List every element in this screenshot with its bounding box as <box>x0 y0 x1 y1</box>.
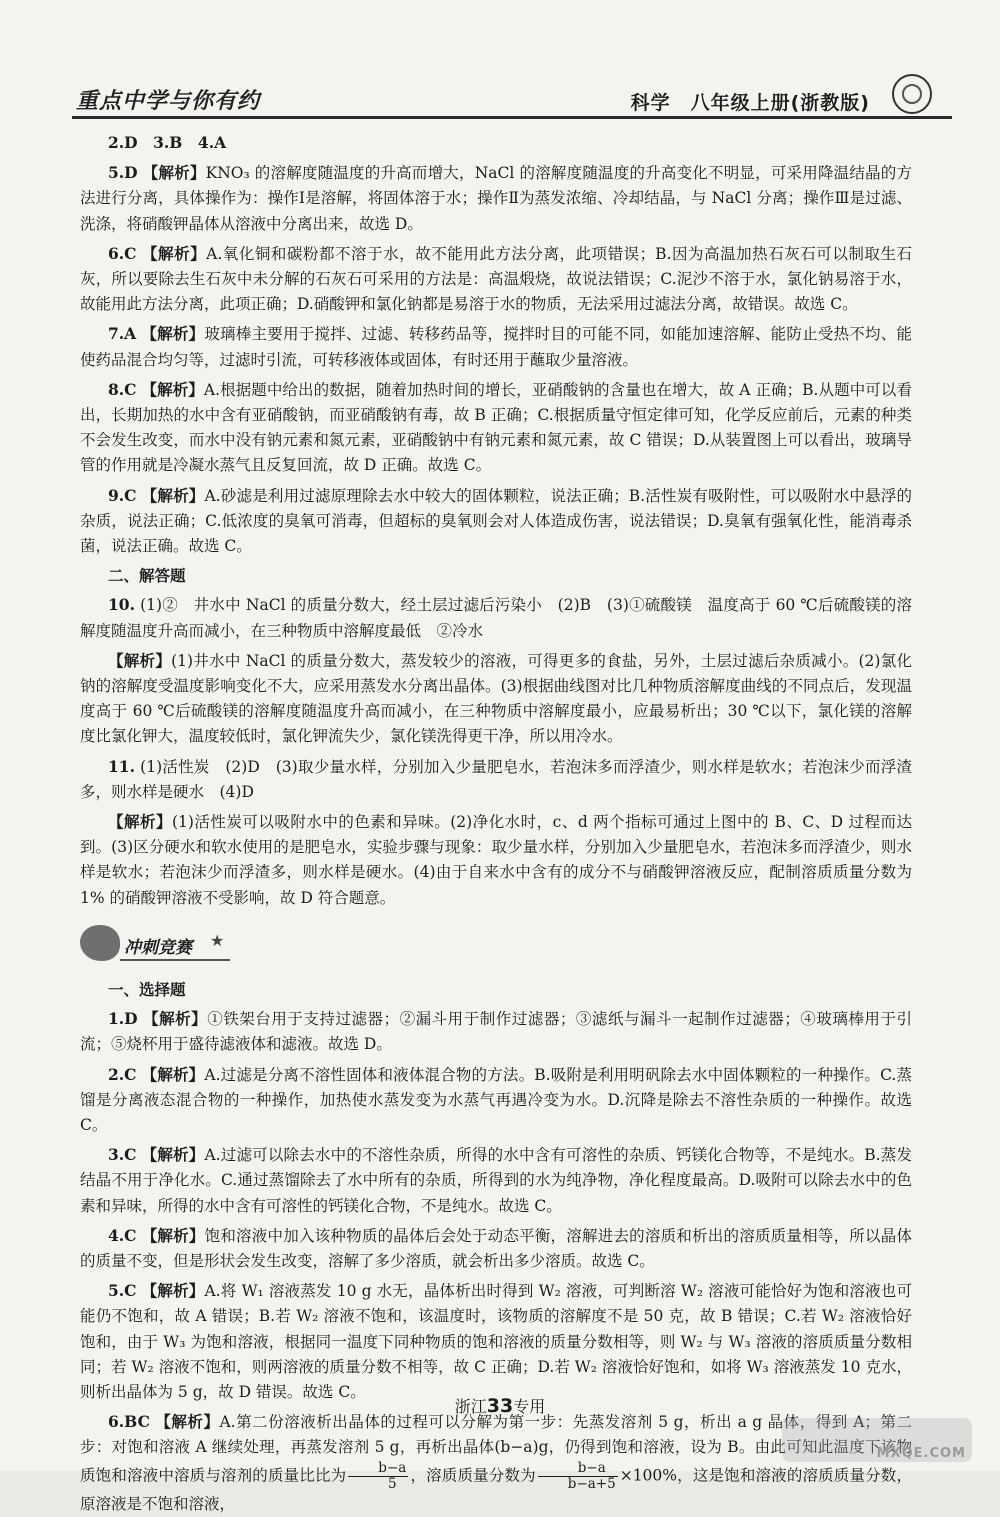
seal-icon <box>892 74 932 114</box>
item-text-a: A.第二份溶液析出晶体的过程可以分解为第一步：先蒸发溶剂 5 g，析出 a g 晶体，得到 A；第二步：对饱和溶液 A 继续处理，再蒸发溶剂 5 g，再析出晶体(b−a)g，仍得到饱和溶液，设为 B。由此可知此温度下该物质饱和溶液中溶质与溶剂的质量比比为 <box>80 1413 912 1485</box>
fraction-2-denominator: b−a+5 <box>567 1475 616 1492</box>
answer-item <box>80 1223 912 1274</box>
item-number: 2.C <box>108 1064 137 1084</box>
answer-item <box>80 1006 912 1057</box>
fraction-1-denominator: 5 <box>388 1475 397 1492</box>
header-rule <box>72 116 952 119</box>
fraction-2-numerator: b−a <box>538 1461 618 1477</box>
analysis-tag: 【解析】 <box>108 650 172 670</box>
analysis-tag: 【解析】 <box>141 1281 205 1301</box>
analysis-tag: 【解析】 <box>141 379 204 399</box>
footer-suffix: 专用 <box>513 1397 546 1416</box>
item-text: A.过滤可以除去水中的不溶性杂质，所得的水中含有可溶性的杂质、钙镁化合物等，不是纯水。B.蒸发结晶不用于净化水。C.通过蒸馏除去了水中所有的杂质，所得到的水为纯净物，净化程度最高。D.吸附可以除去水中的色素和异味，所得的水中含有可溶性的钙镁化合物，不是纯水。故选 C。 <box>80 1146 912 1215</box>
star-icon: ★ <box>210 930 225 950</box>
analysis-tag: 【解析】 <box>141 1064 205 1084</box>
section-heading-answer: 二、解答题 <box>108 566 186 586</box>
answer-item <box>80 754 912 805</box>
item-text: (1)活性炭 (2)D (3)取少量水样，分别加入少量肥皂水，若泡沫多而浮渣少，则水样是软水；若泡沫少而浮渣多，则水样是硬水 (4)D <box>80 757 912 801</box>
fraction-2 <box>538 1461 618 1492</box>
answer-question-list <box>80 592 912 910</box>
item-text: A.砂滤是利用过滤原理除去水中较大的固体颗粒，说法正确；B.活性炭有吸附性，可以吸附水中悬浮的杂质，说法正确；C.低浓度的臭氧可消毒，但超标的臭氧则会对人体造成伤害，说法错误；D.臭氧有强氧化性，能消毒杀菌，说法正确。故选 C。 <box>80 486 912 556</box>
item-text-b: ，溶质质量分数为 <box>410 1466 536 1485</box>
analysis-tag: 【解析】 <box>108 812 172 832</box>
fraction-1-numerator: b−a <box>348 1461 408 1477</box>
answer-item <box>80 483 912 560</box>
answer-item <box>80 241 912 318</box>
page-content <box>80 126 912 1517</box>
item-text: A.根据题中给出的数据，随着加热时间的增长，亚硝酸钠的含量也在增大，故 A 正确；B.从题中可以看出，长期加热的水中含有亚硝酸钠，而亚硝酸钠有毒，故 B 正确；C.根据质量守恒定律可知，化学反应前后，元素的种类不会发生改变，而水中没有钠元素和氮元素，亚硝酸钠中有钠元素和氮元素，故 C 错误；D.从装置图上可以看出，玻璃导管的作用就是冷凝水蒸气且反复回流，故 D 正确。故选 C。 <box>80 380 912 475</box>
answer-item <box>80 592 912 643</box>
item-text: KNO₃ 的溶解度随温度的升高而增大，NaCl 的溶解度随温度的升高变化不明显，可采用降温结晶的方法进行分离，具体操作为：操作Ⅰ是溶解，将固体溶于水；操作Ⅱ为蒸发浓缩、冷却结晶，与 NaCl 分离；操作Ⅲ是过滤、洗涤，将硝酸钾晶体从溶液中分离出来，故选 D。 <box>80 164 912 233</box>
item-number: 7.A <box>108 324 137 344</box>
item-number: 2.D 3.B 4.A <box>108 133 227 152</box>
sprint-banner <box>80 921 912 973</box>
item-number: 8.C <box>108 379 137 399</box>
item-number: 11. <box>108 756 135 776</box>
page-header <box>72 78 952 122</box>
analysis-tag: 【解析】 <box>141 324 205 344</box>
answer-item <box>80 130 912 156</box>
analysis-tag: 【解析】 <box>143 1009 208 1029</box>
item-text: (1)井水中 NaCl 的质量分数大，蒸发较少的溶液，可得更多的食盐，另外，土层过滤后杂质减小。(2)氯化钠的溶解度受温度影响变化不大，应采用蒸发水分离出晶体。(3)根据曲线图对比几种物质溶解度曲线的不同点后，发现温度高于 60 ℃后硫酸镁的溶解度随温度升高而减小，在三种物质中溶解度最小，应最易析出；30 ℃以下，氯化镁的溶解度比氯化钾大，温度较低时，氯化钾流失少，氯化镁洗得更干净，所以用冷水。 <box>80 651 912 746</box>
item-text-c: ×100%，这是饱和溶液的溶质质量分数，原溶液是不饱和溶液， <box>80 1466 912 1513</box>
item-number: 4.C <box>108 1225 137 1245</box>
answer-item <box>80 160 912 237</box>
page-footer <box>0 1394 1000 1417</box>
item-text: 玻璃棒主要用于搅拌、过滤、转移药品等，搅拌时目的可能不同，如能加速溶解、能防止受热不均、能使药品混合均匀等，过滤时引流，可转移液体或固体，有时还用于蘸取少量溶液。 <box>80 325 912 369</box>
answer-item <box>80 1062 912 1139</box>
item-number: 5.D <box>108 163 138 183</box>
item-text: (1)② 井水中 NaCl 的质量分数大，经土层过滤后污染小 (2)B (3)①硫酸镁 温度高于 60 ℃后硫酸镁的溶解度随温度升高而减小，在三种物质中溶解度最低 ②冷水 <box>80 596 912 640</box>
item-number: 5.C <box>108 1281 137 1301</box>
banner-title: 冲刺竞赛 <box>124 937 192 958</box>
item-text: A.过滤是分离不溶性固体和液体混合物的方法。B.吸附是利用明矾除去水中固体颗粒的一种操作。C.蒸馏是分离液态混合物的一种操作，加热使水蒸发变为水蒸气再遇冷变为水。D.沉降是除去不溶性杂质的一种操作。故选 C。 <box>80 1065 912 1134</box>
answer-item <box>80 377 912 479</box>
item-number: 10. <box>108 595 135 615</box>
analysis-tag: 【解析】 <box>141 485 205 505</box>
analysis-tag: 【解析】 <box>142 243 207 263</box>
choice-answer-list <box>80 1006 912 1405</box>
item-text: 饱和溶液中加入该种物质的晶体后会处于动态平衡，溶解进去的溶质和析出的溶质质量相等，所以晶体的质量不变，但是形状会发生改变，溶解了多少溶质，就会析出多少溶质。故选 C。 <box>80 1226 912 1270</box>
answer-item <box>80 648 912 750</box>
apple-icon <box>80 925 120 961</box>
footer-prefix: 浙江 <box>454 1397 487 1416</box>
item-text: (1)活性炭可以吸附水中的色素和异味。(2)净化水时，c、d 两个指标可通过上图中的 B、C、D 过程而达到。(3)区分硬水和软水使用的是肥皂水，实验步骤与现象：取少量水样，分别加入少量肥皂水，若泡沫多而浮渣少，则水样是软水；若泡沫少而浮渣多，则水样是硬水。(4)由于自来水中含有的成分不与硝酸钾溶液反应，配制溶质质量分数为 1% 的硝酸钾溶液不受影响，故 D 符合题意。 <box>80 813 912 907</box>
fraction-1 <box>348 1461 408 1492</box>
analysis-tag: 【解析】 <box>155 1412 220 1432</box>
answer-item <box>80 809 912 911</box>
analysis-tag: 【解析】 <box>141 1225 205 1245</box>
top-answer-list <box>80 130 912 559</box>
item-number: 1.D <box>108 1009 138 1029</box>
item-text: A.将 W₁ 溶液蒸发 10 g 水无，晶体析出时得到 W₂ 溶液，可判断溶 W₂ 溶液可能恰好为饱和溶液也可能仍不饱和，故 A 错误；B.若 W₂ 溶液不饱和，该温度时，该物质的溶解度不是 50 克，故 B 错误；C.若 W₂ 溶液恰好饱和，由于 W₃ 为饱和溶液，根据同一温度下同种物质的饱和溶液的质量分数相等，则 W₂ 与 W₃ 溶液的溶质质量分数相同；若 W₂ 溶液不饱和，则两溶液的质量分数不相等，故 C 正确；D.若 W₂ 溶液恰好饱和，如将 W₃ 溶液蒸发 10 克水，则析出晶体为 5 g，故 D 错误。故选 C。 <box>80 1282 912 1401</box>
section-heading-choice: 一、选择题 <box>108 979 186 999</box>
item-number: 3.C <box>108 1145 137 1165</box>
subject-title: 科学 八年级上册(浙教版) <box>630 92 870 114</box>
page-number: 33 <box>486 1395 514 1417</box>
answer-item <box>80 1278 912 1405</box>
series-logo-text: 重点中学与你有约 <box>76 89 261 114</box>
banner-underline <box>120 959 230 961</box>
item-text: ①铁架台用于支持过滤器；②漏斗用于制作过滤器；③滤纸与漏斗一起制作过滤器；④玻璃棒用于引流；⑤烧杯用于盛待滤液体和滤液。故选 D。 <box>80 1010 912 1054</box>
analysis-tag: 【解析】 <box>141 1145 205 1165</box>
item-number: 9.C <box>108 485 137 505</box>
watermark-text: MXQE.COM <box>876 1446 966 1461</box>
item-number: 6.C <box>108 243 137 263</box>
analysis-tag: 【解析】 <box>142 163 206 183</box>
answer-item <box>80 1142 912 1219</box>
item-text: A.氧化铜和碳粉都不溶于水，故不能用此方法分离，此项错误；B.因为高温加热石灰石可以制取生石灰，所以要除去生石灰中未分解的石灰石可采用的方法是：高温煅烧，故说法错误；C.泥沙不溶于水，氯化钠易溶于水，故能用此方法分离，此项正确；D.硝酸钾和氯化钠都是易溶于水的物质，无法采用过滤法分离，故错误。故选 C。 <box>80 244 912 314</box>
item-number: 6.BC <box>108 1412 150 1432</box>
answer-item <box>80 321 912 372</box>
